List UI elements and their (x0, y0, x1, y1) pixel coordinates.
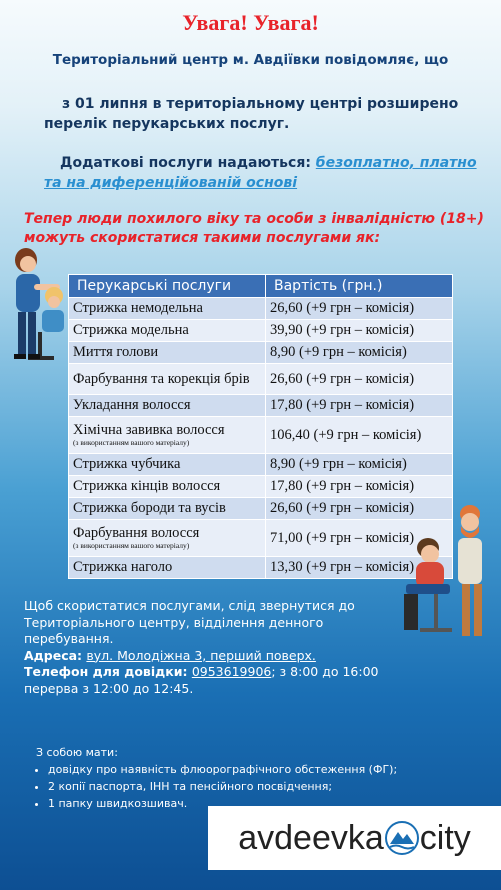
services-price-table (68, 274, 453, 579)
barber-illustration (398, 500, 501, 660)
service-name: Хімічна завивка волосся (73, 422, 225, 438)
service-name: Миття голови (73, 344, 159, 360)
document-item: • довідку про наявність флюорографічного обстеження (ФГ); (48, 761, 496, 778)
service-cell (69, 298, 266, 320)
service-name: Фарбування волосся (73, 525, 200, 541)
logo-text-right: city (419, 818, 471, 857)
service-cell (69, 320, 266, 342)
service-name: Стрижка чубчика (73, 456, 181, 472)
announcement-line2-highlight: безоплатно, платно та на диференційованій основі (44, 155, 477, 191)
site-logo (208, 806, 501, 870)
price-cell: 8,90 (+9 грн – комісія) (266, 454, 453, 476)
table-row (69, 364, 453, 395)
documents-list (36, 744, 496, 812)
service-cell (69, 498, 266, 520)
service-cell (69, 454, 266, 476)
service-cell (69, 557, 266, 579)
service-cell (69, 417, 266, 454)
service-cell (69, 364, 266, 395)
price-cell: 17,80 (+9 грн – комісія) (266, 476, 453, 498)
table-row (69, 520, 453, 557)
service-name: Укладання волосся (73, 397, 191, 413)
table-row (69, 395, 453, 417)
info-text: Щоб скористатися послугами, слід звернутися до Територіального центру, відділення денного перебування. (24, 598, 355, 646)
price-cell: 106,40 (+9 грн – комісія) (266, 417, 453, 454)
document-item: • 2 копії паспорта, ІНН та пенсійного посвідчення; (48, 778, 496, 795)
mountain-logo-icon (384, 820, 420, 856)
hours-text: ; з 8:00 до 16:00 перерва з 12:00 до 12:45. (24, 664, 379, 696)
alert-title: Увага! Увага! (182, 10, 319, 35)
price-cell: 13,30 (+9 грн – комісія) (266, 557, 453, 579)
price-cell: 26,60 (+9 грн – комісія) (266, 364, 453, 395)
price-cell: 26,60 (+9 грн – комісія) (266, 298, 453, 320)
announcement-line2-prefix: Додаткові послуги надаються: (60, 155, 316, 171)
service-name: Фарбування та корекція брів (73, 370, 250, 387)
service-note: (з використанням вашого матеріалу) (73, 438, 190, 447)
price-cell: 26,60 (+9 грн – комісія) (266, 498, 453, 520)
phone-line: Телефон для довідки: 0953619906; з 8:00 до 16:00 перерва з 12:00 до 12:45. (24, 664, 379, 696)
table-header-price: Вартість (грн.) (266, 275, 453, 298)
service-name: Стрижка немодельна (73, 300, 203, 316)
table-row (69, 498, 453, 520)
price-cell: 39,90 (+9 грн – комісія) (266, 320, 453, 342)
address-label: Адреса (24, 647, 78, 663)
logo-text-left: avdeevka (238, 818, 384, 857)
table-header-services: Перукарські послуги (69, 275, 266, 298)
table-row (69, 298, 453, 320)
service-name: Стрижка наголо (73, 559, 173, 575)
service-name: Стрижка бороди та вусів (73, 500, 226, 516)
service-name: Стрижка модельна (73, 322, 189, 338)
service-cell (69, 520, 266, 557)
price-cell: 17,80 (+9 грн – комісія) (266, 395, 453, 417)
table-row (69, 342, 453, 364)
price-cell: 8,90 (+9 грн – комісія) (266, 342, 453, 364)
table-row (69, 557, 453, 579)
table-row (69, 454, 453, 476)
service-note: (з використанням вашого матеріалу) (73, 541, 190, 550)
phone-link[interactable]: 0953619906 (191, 664, 272, 679)
announcement-line1: з 01 липня в територіальному центрі розширено перелік перукарських послуг. (44, 96, 459, 132)
service-cell (69, 476, 266, 498)
table-row (69, 476, 453, 498)
table-row (69, 320, 453, 342)
announcement-line3: Тепер люди похилого віку та особи з інвалідністю (18+) можуть скористатися такими послугами як: (24, 211, 484, 246)
document-item: • 1 папку швидкозшивач. (48, 795, 496, 812)
address-value: вул. Молодіжна 3, перший поверх. (86, 647, 316, 663)
service-cell (69, 395, 266, 417)
service-name: Стрижка кінців волосся (73, 478, 221, 494)
documents-title: З собою мати: (36, 746, 118, 759)
table-row (69, 417, 453, 454)
price-cell: 71,00 (+9 грн – комісія) (266, 520, 453, 557)
hairdresser-illustration (4, 240, 70, 390)
address-line: Адреса: вул. Молодіжна 3, перший поверх. (24, 647, 316, 663)
subtitle: Територіальний центр м. Авдіївки повідомляє, що (52, 52, 449, 68)
announcement-line2 (44, 153, 494, 193)
service-cell (69, 342, 266, 364)
phone-label: Телефон для довідки (24, 664, 183, 679)
info-block (24, 598, 404, 697)
